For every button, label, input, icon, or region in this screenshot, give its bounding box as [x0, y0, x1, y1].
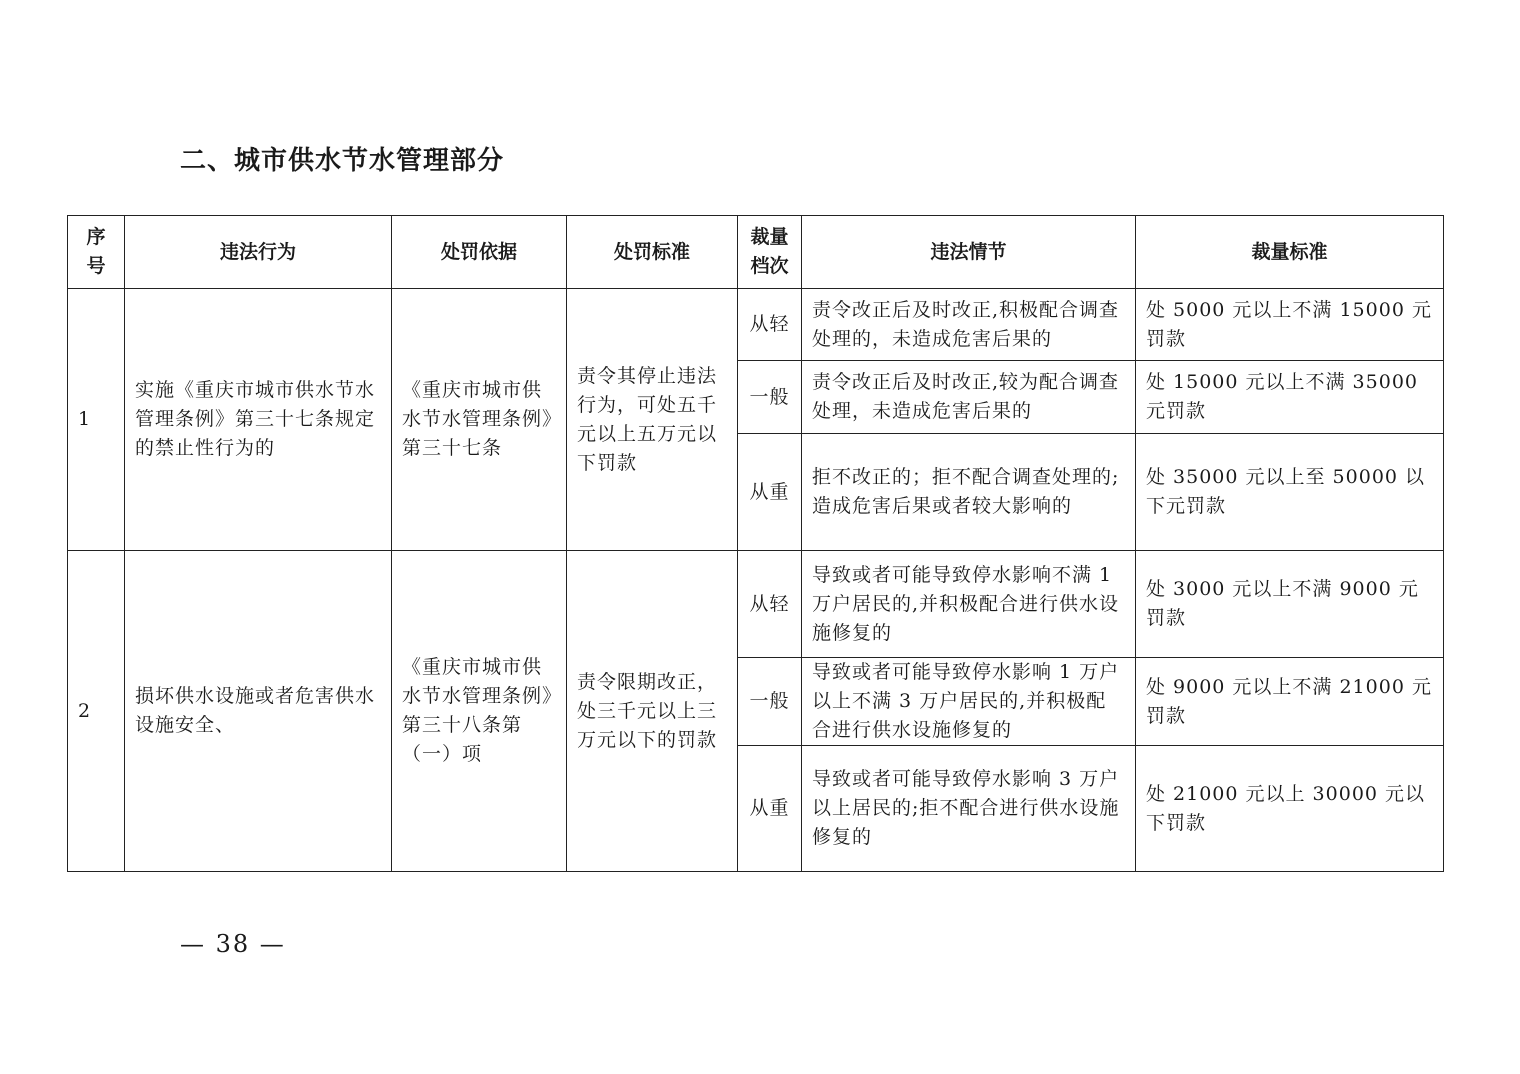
row-level: 从重 [738, 746, 802, 872]
row-standard: 责令限期改正，处三千元以上三万元以下的罚款 [567, 551, 738, 872]
row-basis: 《重庆市城市供水节水管理条例》第三十七条 [392, 289, 567, 551]
row-action: 损坏供水设施或者危害供水设施安全、 [125, 551, 392, 872]
row-seq: 2 [68, 551, 125, 872]
header-discretion: 裁量标准 [1136, 216, 1444, 289]
header-action: 违法行为 [125, 216, 392, 289]
row-level: 从重 [738, 434, 802, 551]
row-discretion: 处 15000 元以上不满 35000 元罚款 [1136, 361, 1444, 434]
table-row [68, 551, 1444, 658]
row-discretion: 处 5000 元以上不满 15000 元罚款 [1136, 289, 1444, 361]
table-row [68, 289, 1444, 361]
row-circumstance: 导致或者可能导致停水影响 3 万户以上居民的;拒不配合进行供水设施修复的 [802, 746, 1136, 872]
row-discretion: 处 9000 元以上不满 21000 元罚款 [1136, 658, 1444, 746]
header-row [68, 216, 1444, 289]
row-basis: 《重庆市城市供水节水管理条例》第三十八条第（一）项 [392, 551, 567, 872]
row-action: 实施《重庆市城市供水节水管理条例》第三十七条规定的禁止性行为的 [125, 289, 392, 551]
row-circumstance: 导致或者可能导致停水影响不满 1 万户居民的,并积极配合进行供水设施修复的 [802, 551, 1136, 658]
row-seq: 1 [68, 289, 125, 551]
row-discretion: 处 35000 元以上至 50000 以下元罚款 [1136, 434, 1444, 551]
header-circumstance: 违法情节 [802, 216, 1136, 289]
section-title: 二、城市供水节水管理部分 [180, 146, 505, 176]
row-level: 一般 [738, 658, 802, 746]
row-circumstance: 责令改正后及时改正,较为配合调查处理，未造成危害后果的 [802, 361, 1136, 434]
header-level: 裁量档次 [738, 216, 802, 289]
row-circumstance: 导致或者可能导致停水影响 1 万户以上不满 3 万户居民的,并积极配合进行供水设施修复的 [802, 658, 1136, 746]
row-discretion: 处 21000 元以上 30000 元以下罚款 [1136, 746, 1444, 872]
header-basis: 处罚依据 [392, 216, 567, 289]
header-seq: 序号 [68, 216, 125, 289]
page-number: — 38 — [180, 930, 286, 958]
penalty-table [67, 215, 1444, 872]
row-level: 一般 [738, 361, 802, 434]
row-level: 从轻 [738, 551, 802, 658]
row-circumstance: 拒不改正的；拒不配合调查处理的;造成危害后果或者较大影响的 [802, 434, 1136, 551]
row-discretion: 处 3000 元以上不满 9000 元罚款 [1136, 551, 1444, 658]
row-level: 从轻 [738, 289, 802, 361]
row-circumstance: 责令改正后及时改正,积极配合调查处理的，未造成危害后果的 [802, 289, 1136, 361]
row-standard: 责令其停止违法行为，可处五千元以上五万元以下罚款 [567, 289, 738, 551]
header-standard: 处罚标准 [567, 216, 738, 289]
